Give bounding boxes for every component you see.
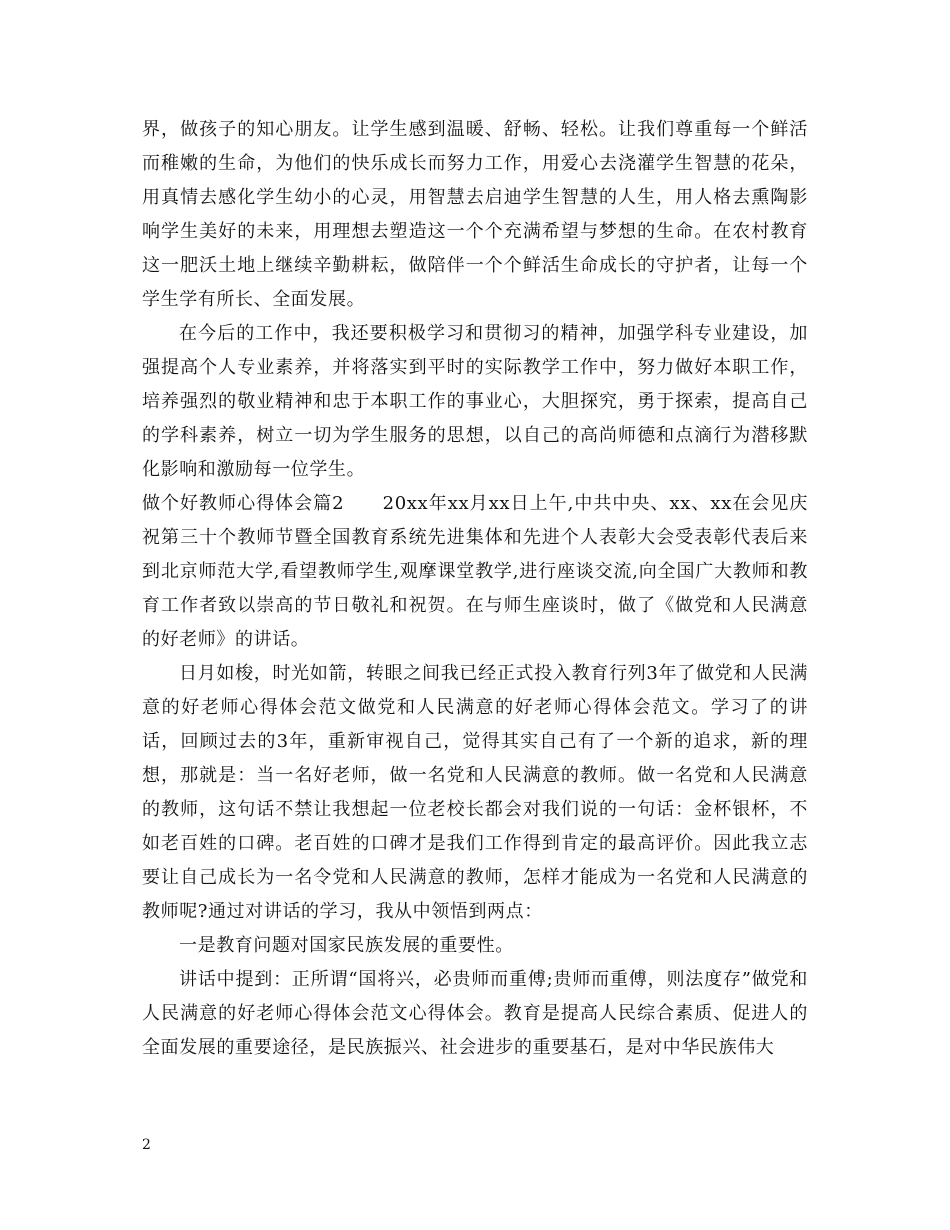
paragraph-6: 讲话中提到：正所谓“国将兴，必贵师而重傅;贵师而重傅，则法度存”做党和人民满意的好老师心得体会范文心得体会。教育是提高人民综合素质、促进人的全面发展的重要途径，是民族振兴、社会进步的重要基石，是对中华民族伟大 bbox=[142, 969, 808, 1058]
paragraph-2: 在今后的工作中，我还要积极学习和贯彻习的精神，加强学科专业建设，加强提高个人专业素养，并将落实到平时的实际教学工作中，努力做好本职工作，培养强烈的敬业精神和忠于本职工作的事业心，大胆探究，勇于探索，提高自己的学科素养，树立一切为学生服务的思想，以自己的高尚师德和点滴行为潜移默化影响和激励每一位学生。 bbox=[142, 323, 808, 480]
paragraph-5: 一是教育问题对国家民族发展的重要性。 bbox=[179, 935, 514, 956]
paragraph-4: 日月如梭，时光如箭，转眼之间我已经正式投入教育行列3年了做党和人民满意的好老师心得体会范文做党和人民满意的好老师心得体会范文。学习了的讲话，回顾过去的3年，重新审视自己，觉得其实自己有了一个新的追求，新的理想，那就是：当一名好老师，做一名党和人民满意的教师。做一名党和人民满意的教师，这句话不禁让我想起一位老校长都会对我们说的一句话：金杯银杯，不如老百姓的口碑。老百姓的口碑才是我们工作得到肯定的最高评价。因此我立志要让自己成长为一名令党和人民满意的教师，怎样才能成为一名党和人民满意的教师呢?通过对讲话的学习，我从中领悟到两点： bbox=[142, 663, 808, 922]
page-number: 2 bbox=[142, 1137, 151, 1153]
paragraph-1: 界，做孩子的知心朋友。让学生感到温暖、舒畅、轻松。让我们尊重每一个鲜活而稚嫩的生命，为他们的快乐成长而努力工作，用爱心去浇灌学生智慧的花朵，用真情去感化学生幼小的心灵，用智慧去启迪学生智慧的人生，用人格去熏陶影响学生美好的未来，用理想去塑造这一个个充满希望与梦想的生命。在农村教育这一肥沃土地上继续辛勤耕耘，做陪伴一个个鲜活生命成长的守护者，让每一个学生学有所长、全面发展。 bbox=[142, 119, 808, 310]
paragraph-3-section-heading: 做个好教师心得体会篇2 20xx年xx月xx日上午,中共中央、xx、xx在会见庆祝第三十个教师节暨全国教育系统先进集体和先进个人表彰大会受表彰代表后来到北京师范大学,看望教师学生,观摩课堂教学,进行座谈交流,向全国广大教师和教育工作者致以崇高的节日敬礼和祝贺。在与师生座谈时，做了《做党和人民满意的好老师》的讲话。 bbox=[142, 493, 808, 650]
body-text bbox=[142, 113, 808, 1065]
